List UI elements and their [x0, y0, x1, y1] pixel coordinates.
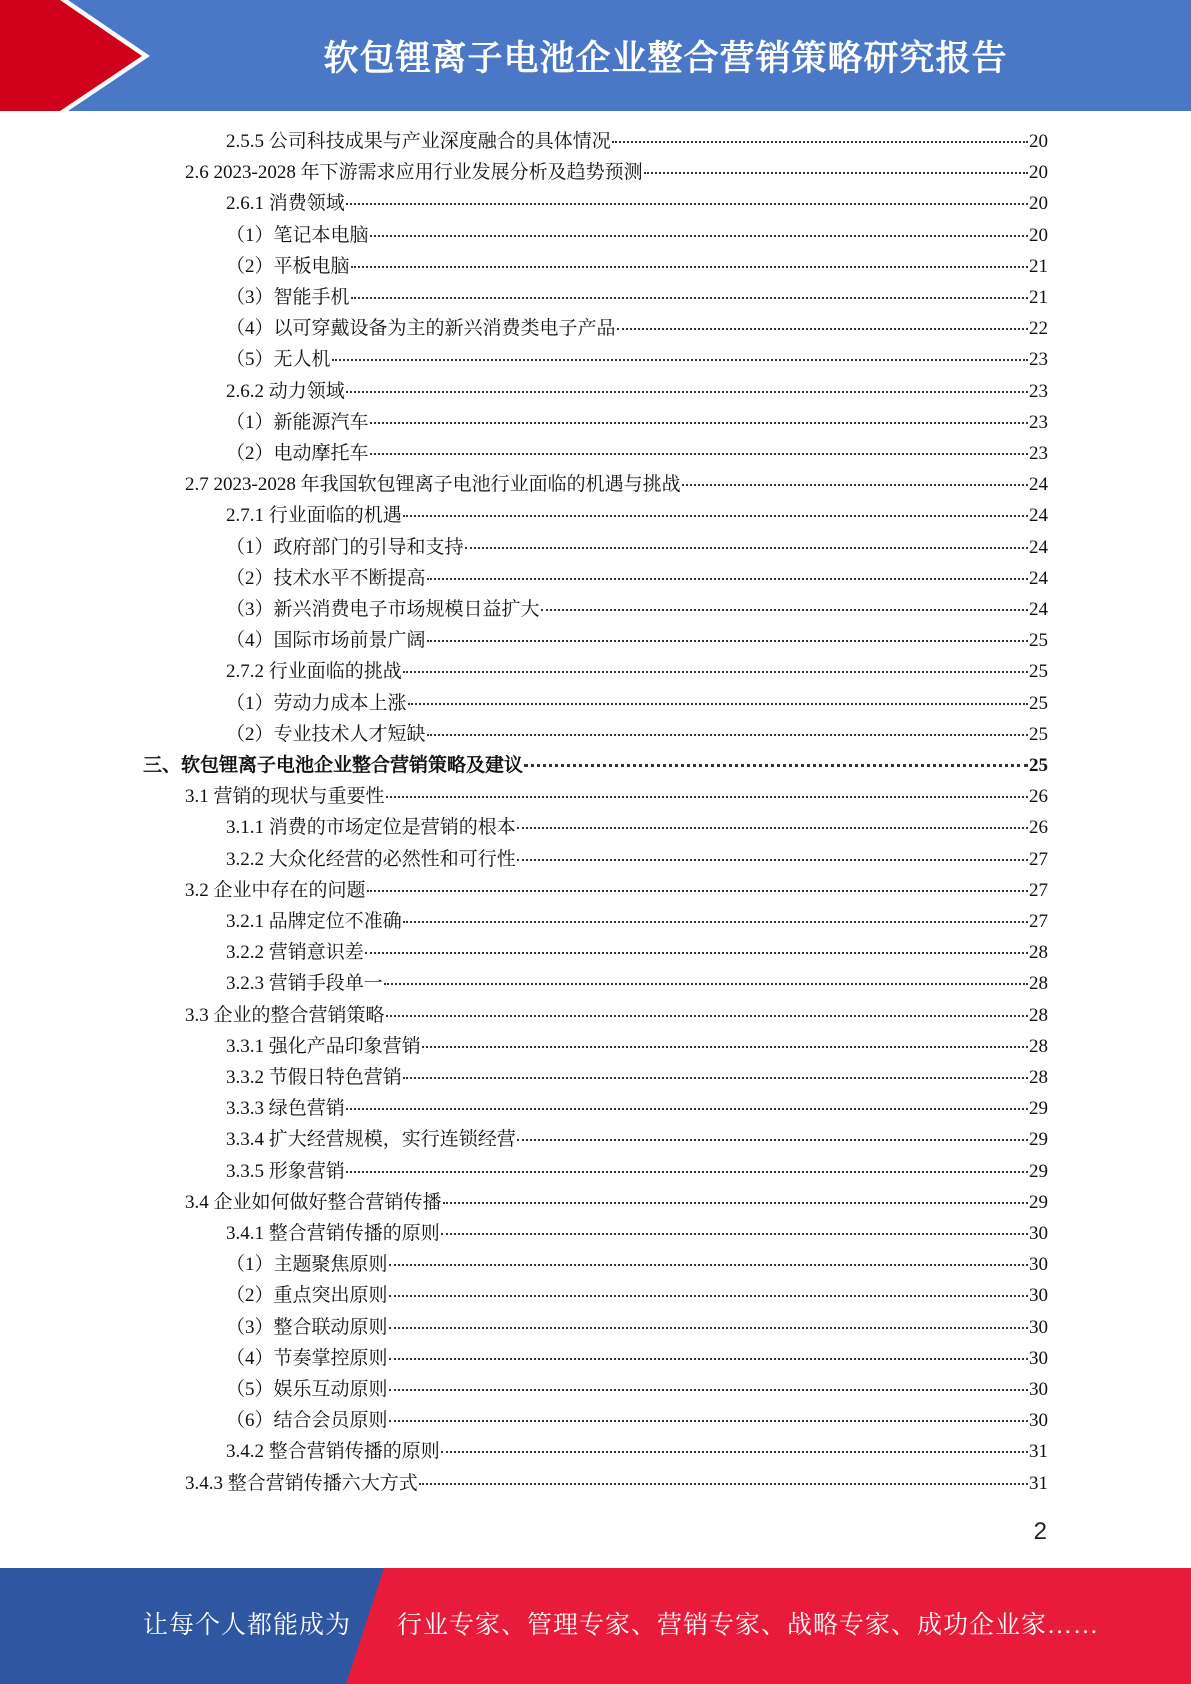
toc-entry-page: 28	[1029, 1067, 1048, 1088]
toc-leader-dots	[386, 1015, 1028, 1017]
toc-entry[interactable]	[226, 1157, 1048, 1187]
toc-entry-label: 3.3.2 节假日特色营销	[226, 1067, 402, 1088]
toc-entry[interactable]	[226, 501, 1048, 531]
toc-leader-dots	[541, 609, 1028, 611]
toc-entry-page: 25	[1029, 755, 1048, 776]
toc-leader-dots	[408, 703, 1028, 705]
toc-entry-page: 27	[1029, 911, 1048, 932]
toc-leader-dots	[370, 235, 1028, 237]
toc-entry-label: 3.4 企业如何做好整合营销传播	[185, 1191, 442, 1213]
toc-entry-page: 30	[1029, 1254, 1048, 1276]
toc-entry-label: 2.7 2023-2028 年我国软包锂离子电池行业面临的机遇与挑战	[185, 474, 681, 496]
toc-entry-label: （4）节奏掌控原则	[226, 1347, 388, 1369]
page-footer	[0, 1568, 1191, 1684]
toc-entry-page: 24	[1029, 505, 1048, 527]
toc-entry-label: 2.6.1 消费领域	[226, 193, 345, 215]
toc-entry[interactable]	[226, 1250, 1048, 1280]
toc-leader-dots	[419, 1483, 1028, 1485]
toc-entry-page: 23	[1029, 349, 1048, 371]
toc-entry[interactable]	[226, 813, 1048, 843]
toc-entry-page: 25	[1029, 723, 1048, 745]
toc-entry-page: 23	[1029, 411, 1048, 433]
toc-entry-page: 25	[1029, 630, 1048, 652]
toc-entry[interactable]	[226, 127, 1048, 157]
toc-entry-label: 3.3.3 绿色营销	[226, 1098, 345, 1120]
toc-entry-label: 3.3 企业的整合营销策略	[185, 1004, 385, 1026]
toc-entry-page: 24	[1029, 567, 1048, 589]
toc-entry-page: 30	[1029, 1410, 1048, 1432]
toc-entry[interactable]	[226, 564, 1048, 594]
toc-entry[interactable]	[226, 1094, 1048, 1124]
toc-entry[interactable]	[226, 533, 1048, 563]
toc-leader-dots	[517, 1139, 1028, 1141]
toc-leader-dots	[403, 671, 1028, 673]
toc-entry[interactable]	[226, 189, 1048, 219]
toc-leader-dots	[389, 1264, 1028, 1266]
toc-entry[interactable]	[185, 470, 1048, 500]
toc-entry[interactable]	[226, 1437, 1048, 1467]
toc-entry-page: 21	[1029, 255, 1048, 277]
toc-entry[interactable]	[226, 1313, 1048, 1343]
toc-entry[interactable]	[226, 314, 1048, 344]
toc-leader-dots	[465, 547, 1028, 549]
toc-entry-label: 3.4.1 整合营销传播的原则	[226, 1223, 440, 1244]
toc-entry-label: （2）平板电脑	[226, 255, 350, 277]
toc-entry-label: 2.7.1 行业面临的机遇	[226, 505, 402, 527]
toc-entry-page: 28	[1029, 973, 1048, 995]
header-chevron-decoration	[0, 0, 160, 111]
toc-entry-label: （3）智能手机	[226, 287, 350, 308]
toc-leader-dots	[612, 141, 1028, 143]
toc-leader-dots	[370, 453, 1028, 455]
toc-entry-page: 30	[1029, 1379, 1048, 1400]
toc-leader-dots	[427, 578, 1028, 580]
toc-leader-dots	[443, 1202, 1028, 1204]
toc-entry-page: 28	[1029, 942, 1048, 964]
toc-entry-label: （6）结合会员原则	[226, 1410, 388, 1432]
toc-entry-label: 3.1.1 消费的市场定位是营销的根本	[226, 817, 516, 839]
toc-entry-label: （1）主题聚焦原则	[226, 1254, 388, 1276]
toc-entry[interactable]	[185, 1469, 1048, 1499]
toc-entry-label: 三、软包锂离子电池企业整合营销策略及建议	[143, 755, 524, 776]
toc-entry-page: 26	[1029, 786, 1048, 808]
toc-entry[interactable]	[226, 1219, 1048, 1249]
toc-entry[interactable]	[185, 158, 1048, 188]
toc-entry[interactable]	[185, 1001, 1048, 1031]
toc-entry-label: （2）技术水平不断提高	[226, 567, 426, 589]
toc-entry-label: 3.3.4 扩大经营规模，实行连锁经营	[226, 1129, 516, 1151]
toc-entry-page: 23	[1029, 443, 1048, 464]
toc-entry-label: 2.6 2023-2028 年下游需求应用行业发展分析及趋势预测	[185, 162, 643, 184]
toc-leader-dots	[332, 359, 1028, 361]
toc-entry-page: 30	[1029, 1223, 1048, 1244]
toc-entry-label: 3.4.3 整合营销传播六大方式	[185, 1472, 418, 1494]
toc-leader-dots	[427, 640, 1028, 642]
toc-entry[interactable]	[226, 907, 1048, 937]
toc-entry-page: 27	[1029, 879, 1048, 901]
toc-entry-label: （4）以可穿戴设备为主的新兴消费类电子产品	[226, 318, 616, 340]
toc-leader-dots	[403, 515, 1028, 517]
toc-entry-page: 28	[1029, 1004, 1048, 1026]
toc-leader-dots	[346, 391, 1028, 393]
footer-slogan-right: 行业专家、管理专家、营销专家、战略专家、成功企业家……	[397, 1612, 1100, 1639]
toc-entry[interactable]	[226, 1375, 1048, 1405]
toc-leader-dots	[351, 266, 1028, 268]
toc-entry[interactable]	[226, 408, 1048, 438]
page-number: 2	[1033, 1518, 1047, 1545]
toc-entry-page: 20	[1029, 162, 1048, 184]
page-header	[0, 0, 1191, 111]
toc-leader-dots	[441, 1451, 1028, 1453]
toc-entry-page: 27	[1029, 848, 1048, 870]
toc-entry[interactable]	[185, 782, 1048, 812]
toc-entry-label: （3）整合联动原则	[226, 1316, 388, 1338]
toc-entry-page: 20	[1029, 224, 1048, 246]
toc-entry-page: 20	[1029, 193, 1048, 215]
toc-leader-dots	[346, 203, 1028, 205]
toc-entry[interactable]	[226, 689, 1048, 719]
toc-entry-label: 3.3.5 形象营销	[226, 1160, 345, 1182]
toc-entry-page: 23	[1029, 380, 1048, 402]
toc-leader-dots	[346, 1171, 1028, 1173]
toc-entry-label: 3.4.2 整合营销传播的原则	[226, 1441, 440, 1463]
toc-entry-label: （5）无人机	[226, 349, 331, 371]
toc-entry[interactable]	[226, 1063, 1048, 1093]
toc-leader-dots	[386, 796, 1028, 798]
toc-leader-dots	[524, 764, 1028, 767]
toc-leader-dots	[365, 952, 1028, 954]
toc-entry-label: 2.5.5 公司科技成果与产业深度融合的具体情况	[226, 131, 611, 152]
toc-entry[interactable]	[226, 720, 1048, 750]
toc-entry-page: 29	[1029, 1098, 1048, 1120]
toc-entry[interactable]	[226, 657, 1048, 687]
toc-entry-page: 26	[1029, 817, 1048, 839]
toc-entry[interactable]	[143, 751, 1048, 781]
toc-entry[interactable]	[185, 1188, 1048, 1218]
toc-entry-page: 25	[1029, 661, 1048, 683]
toc-entry-page: 30	[1029, 1347, 1048, 1369]
toc-leader-dots	[367, 890, 1028, 892]
toc-leader-dots	[384, 983, 1028, 985]
toc-entry[interactable]	[226, 345, 1048, 375]
report-title: 软包锂离子电池企业整合营销策略研究报告	[323, 38, 1008, 79]
toc-entry[interactable]	[226, 1125, 1048, 1155]
toc-entry-page: 20	[1029, 131, 1048, 152]
toc-leader-dots	[389, 1389, 1028, 1391]
toc-entry-label: 2.7.2 行业面临的挑战	[226, 661, 402, 683]
toc-entry-label: 3.2.3 营销手段单一	[226, 973, 383, 995]
toc-entry[interactable]	[226, 439, 1048, 469]
toc-entry[interactable]	[226, 283, 1048, 313]
toc-entry[interactable]	[226, 1344, 1048, 1374]
toc-leader-dots	[389, 1327, 1028, 1329]
toc-entry[interactable]	[226, 1281, 1048, 1311]
toc-entry-label: （1）政府部门的引导和支持	[226, 536, 464, 558]
toc-leader-dots	[389, 1420, 1028, 1422]
toc-leader-dots	[617, 328, 1028, 330]
toc-leader-dots	[389, 1358, 1028, 1360]
toc-entry[interactable]	[226, 1032, 1048, 1062]
toc-entry-page: 24	[1029, 599, 1048, 620]
footer-slogan-left: 让每个人都能成为	[143, 1612, 352, 1639]
toc-entry-page: 30	[1029, 1285, 1048, 1307]
toc-entry-page: 29	[1029, 1160, 1048, 1182]
toc-entry[interactable]	[226, 221, 1048, 251]
toc-leader-dots	[517, 827, 1028, 829]
toc-entry-label: 3.2.2 大众化经营的必然性和可行性	[226, 848, 516, 870]
toc-entry[interactable]	[226, 252, 1048, 282]
toc-entry[interactable]	[185, 876, 1048, 906]
toc-entry-page: 28	[1029, 1035, 1048, 1057]
toc-entry-label: （4）国际市场前景广阔	[226, 630, 426, 652]
toc-entry-label: （3）新兴消费电子市场规模日益扩大	[226, 599, 540, 620]
toc-entry-label: 3.1 营销的现状与重要性	[185, 786, 385, 808]
toc-leader-dots	[403, 1077, 1028, 1079]
toc-entry[interactable]	[226, 1406, 1048, 1436]
toc-entry-page: 31	[1029, 1441, 1048, 1463]
toc-leader-dots	[427, 734, 1028, 736]
toc-entry[interactable]	[226, 938, 1048, 968]
toc-entry-label: （1）笔记本电脑	[226, 224, 369, 246]
toc-entry-page: 25	[1029, 692, 1048, 714]
toc-entry[interactable]	[226, 626, 1048, 656]
toc-leader-dots	[422, 1046, 1028, 1048]
toc-entry-label: 3.3.1 强化产品印象营销	[226, 1035, 421, 1057]
toc-entry[interactable]	[226, 595, 1048, 625]
toc-entry-page: 24	[1029, 474, 1048, 496]
toc-entry-label: （1）劳动力成本上涨	[226, 692, 407, 714]
toc-entry-label: （2）电动摩托车	[226, 443, 369, 464]
toc-leader-dots	[517, 859, 1028, 861]
toc-leader-dots	[403, 921, 1028, 923]
toc-leader-dots	[441, 1233, 1028, 1235]
toc-entry-label: （1）新能源汽车	[226, 411, 369, 433]
toc-entry-page: 29	[1029, 1191, 1048, 1213]
toc-entry-label: 3.2.2 营销意识差	[226, 942, 364, 964]
toc-entry-label: （5）娱乐互动原则	[226, 1379, 388, 1400]
toc-leader-dots	[389, 1295, 1028, 1297]
toc-entry-label: （2）专业技术人才短缺	[226, 723, 426, 745]
toc-leader-dots	[682, 484, 1028, 486]
toc-entry-page: 29	[1029, 1129, 1048, 1151]
toc-leader-dots	[644, 172, 1028, 174]
toc-entry-page: 21	[1029, 287, 1048, 308]
toc-entry-page: 30	[1029, 1316, 1048, 1338]
toc-leader-dots	[346, 1108, 1028, 1110]
toc-entry-label: 3.2 企业中存在的问题	[185, 879, 366, 901]
toc-entry[interactable]	[226, 845, 1048, 875]
toc-entry-page: 31	[1029, 1472, 1048, 1494]
toc-entry[interactable]	[226, 377, 1048, 407]
toc-entry-label: 2.6.2 动力领域	[226, 380, 345, 402]
toc-leader-dots	[370, 422, 1028, 424]
toc-leader-dots	[351, 297, 1028, 299]
toc-entry[interactable]	[226, 969, 1048, 999]
toc-entry-page: 24	[1029, 536, 1048, 558]
toc-entry-page: 22	[1029, 318, 1048, 340]
toc-entry-label: 3.2.1 品牌定位不准确	[226, 911, 402, 932]
toc-entry-label: （2）重点突出原则	[226, 1285, 388, 1307]
